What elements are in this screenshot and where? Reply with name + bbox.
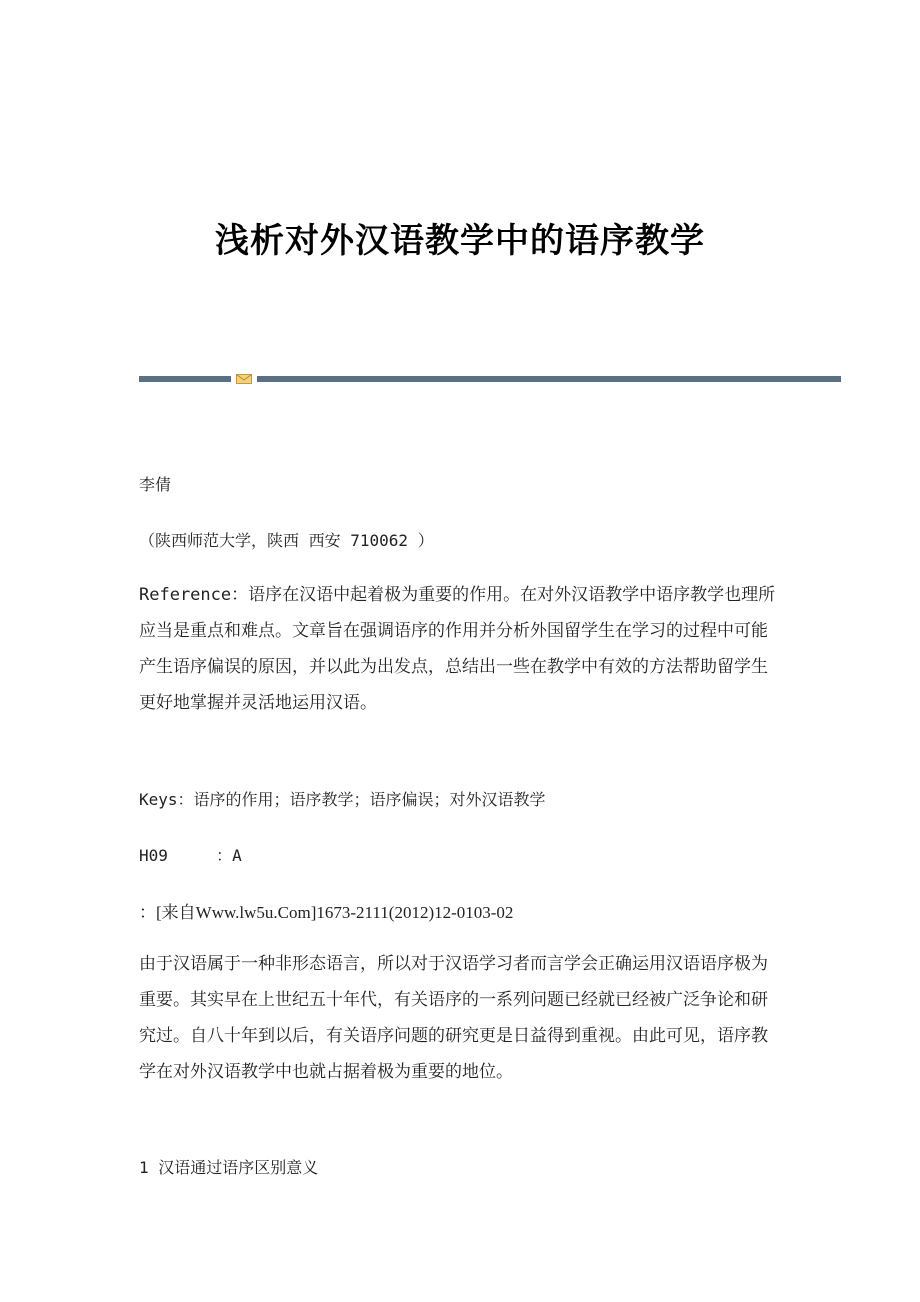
intro-paragraph: 由于汉语属于一种非形态语言，所以对于汉语学习者而言学会正确运用汉语语序极为重要。其实早在上世纪五十年代，有关语序的一系列问题已经就已经被广泛争论和研究过。自八十年到以后，有关语序问题的研究更是日益得到重视。由此可见，语序教学在对外汉语教学中也就占据着极为重要的地位。: [139, 954, 768, 1082]
envelope-icon: [236, 374, 252, 384]
section-heading: 1 汉语通过语序区别意义: [139, 1158, 319, 1177]
keywords-line: Keys：语序的作用；语序教学；语序偏误；对外汉语教学: [139, 790, 546, 809]
divider-bar-left: [139, 376, 231, 382]
classification-line: H09 ：A: [139, 846, 242, 865]
title-divider: [139, 374, 841, 384]
abstract-paragraph: Reference：语序在汉语中起着极为重要的作用。在对外汉语教学中语序教学也理所应当是重点和难点。文章旨在强调语序的作用并分析外国留学生在学习的过程中可能产生语序偏误的原因，并以此为出发点，总结出一些在教学中有效的方法帮助留学生更好地掌握并灵活地运用汉语。: [139, 585, 776, 713]
divider-bar-right: [257, 376, 841, 382]
article-id-line: ：[来自Www.lw5u.Com]1673-2111(2012)12-0103-02: [139, 903, 514, 922]
author-name: 李倩: [139, 475, 172, 494]
author-affiliation: （陕西师范大学，陕西 西安 710062 ）: [139, 531, 434, 550]
document-title: 浅析对外汉语教学中的语序教学: [215, 221, 705, 261]
